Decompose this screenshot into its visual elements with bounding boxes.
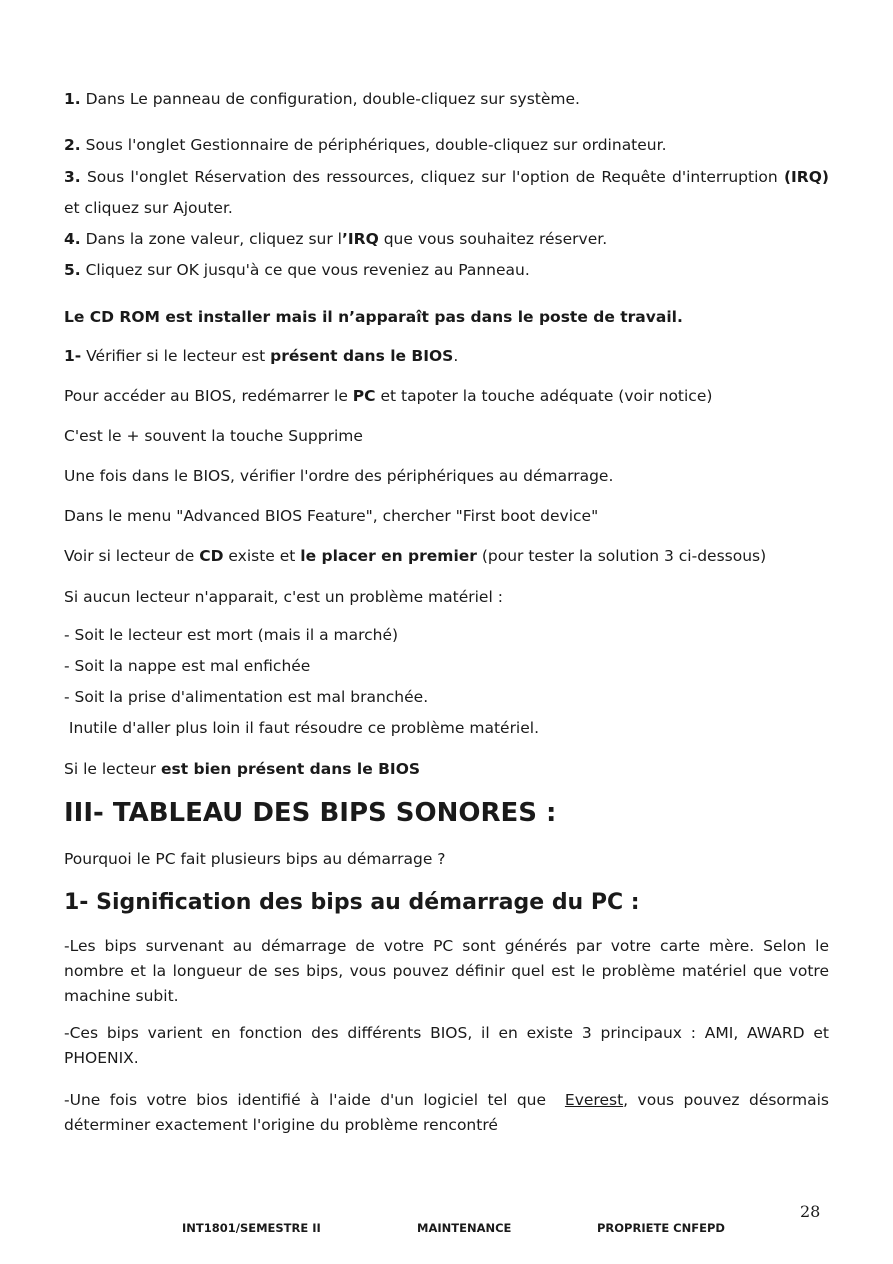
footer-center: MAINTENANCE [417,1221,512,1235]
section-title: III- TABLEAU DES BIPS SONORES : [64,798,557,828]
step-4 [64,228,829,250]
check-end: . [453,347,459,365]
step-number: 1. [64,90,81,108]
step-number: 3. [64,168,81,186]
voir-text: Voir si lecteur de [64,547,200,565]
ordre-line: Une fois dans le BIOS, vérifier l'ordre des périphériques au démarrage. [64,467,614,485]
step-number: 4. [64,230,81,248]
paragraph-3-text-end: , vous pouvez désormais déterminer exactement l'origine du problème rencontré [64,1091,829,1134]
bios-access-text-end: et tapoter la touche adéquate (voir notice) [375,387,713,405]
step-text: Dans la zone valeur, cliquez sur l [80,230,342,248]
problem-item: - Soit le lecteur est mort (mais il a marché) [64,626,399,644]
footer-right: PROPRIETE CNFEPD [597,1221,725,1235]
irq-term: ’IRQ [341,230,379,248]
aucun-line: Si aucun lecteur n'apparait, c'est un problème matériel : [64,588,503,606]
paragraph-1: -Les bips survenant au démarrage de votre PC sont générés par votre carte mère. Selon le nombre et la longueur de ses bips, vous pouvez définir quel est le problème matériel que votre machine subit. [64,937,829,1005]
check-number: 1- [64,347,82,365]
voir-text-mid: existe et [223,547,301,565]
menu-line: Dans le menu "Advanced BIOS Feature", chercher "First boot device" [64,507,599,525]
paragraph-3-text: -Une fois votre bios identifié à l'aide d'un logiciel tel que [64,1091,565,1109]
problem-item: - Soit la nappe est mal enfichée [64,657,311,675]
step-text: Sous l'onglet Gestionnaire de périphériques, double-cliquez sur ordinateur. [80,136,667,154]
question-line: Pourquoi le PC fait plusieurs bips au démarrage ? [64,850,446,868]
step-2 [64,134,829,156]
placer-term: le placer en premier [300,547,477,565]
check-bold: présent dans le BIOS [270,347,454,365]
voir-text-end: (pour tester la solution 3 ci-dessous) [476,547,767,565]
problem-item: - Soit la prise d'alimentation est mal branchée. [64,688,429,706]
si-text: Si le lecteur [64,760,161,778]
pc-term: PC [352,387,376,405]
step-3 [64,162,829,224]
step-text-end: et cliquez sur Ajouter. [64,199,233,217]
step-text: Dans Le panneau de configuration, double-cliquez sur système. [80,90,580,108]
cd-term: CD [199,547,224,565]
everest-link[interactable]: Everest [564,1091,624,1109]
step-5 [64,259,829,281]
step-number: 5. [64,261,81,279]
irq-term: (IRQ) [783,168,829,186]
check-line [64,345,829,367]
voir-line [64,545,829,567]
step-text: Sous l'onglet Réservation des ressources, cliquez sur l'option de Requête d'interruption [80,168,784,186]
si-bold: est bien présent dans le BIOS [160,760,421,778]
supprime-line: C'est le + souvent la touche Supprime [64,427,363,445]
footer-left: INT1801/SEMESTRE II [182,1221,321,1235]
paragraph-3 [64,1088,829,1138]
si-line [64,758,829,780]
page-number: 28 [800,1202,821,1221]
bios-access-text: Pour accéder au BIOS, redémarrer le [64,387,353,405]
step-text: Cliquez sur OK jusqu'à ce que vous reveniez au Panneau. [80,261,530,279]
cdrom-heading: Le CD ROM est installer mais il n’apparaît pas dans le poste de travail. [64,308,683,326]
check-text: Vérifier si le lecteur est [81,347,271,365]
step-text-end: que vous souhaitez réserver. [378,230,608,248]
step-1 [64,88,829,110]
paragraph-2: -Ces bips varient en fonction des différents BIOS, il en existe 3 principaux : AMI, AWARD et PHOENIX. [64,1024,829,1067]
step-number: 2. [64,136,81,154]
subsection-title: 1- Signification des bips au démarrage du PC : [64,890,640,915]
inutile-line: Inutile d'aller plus loin il faut résoudre ce problème matériel. [64,719,540,737]
bios-access-line [64,385,829,407]
